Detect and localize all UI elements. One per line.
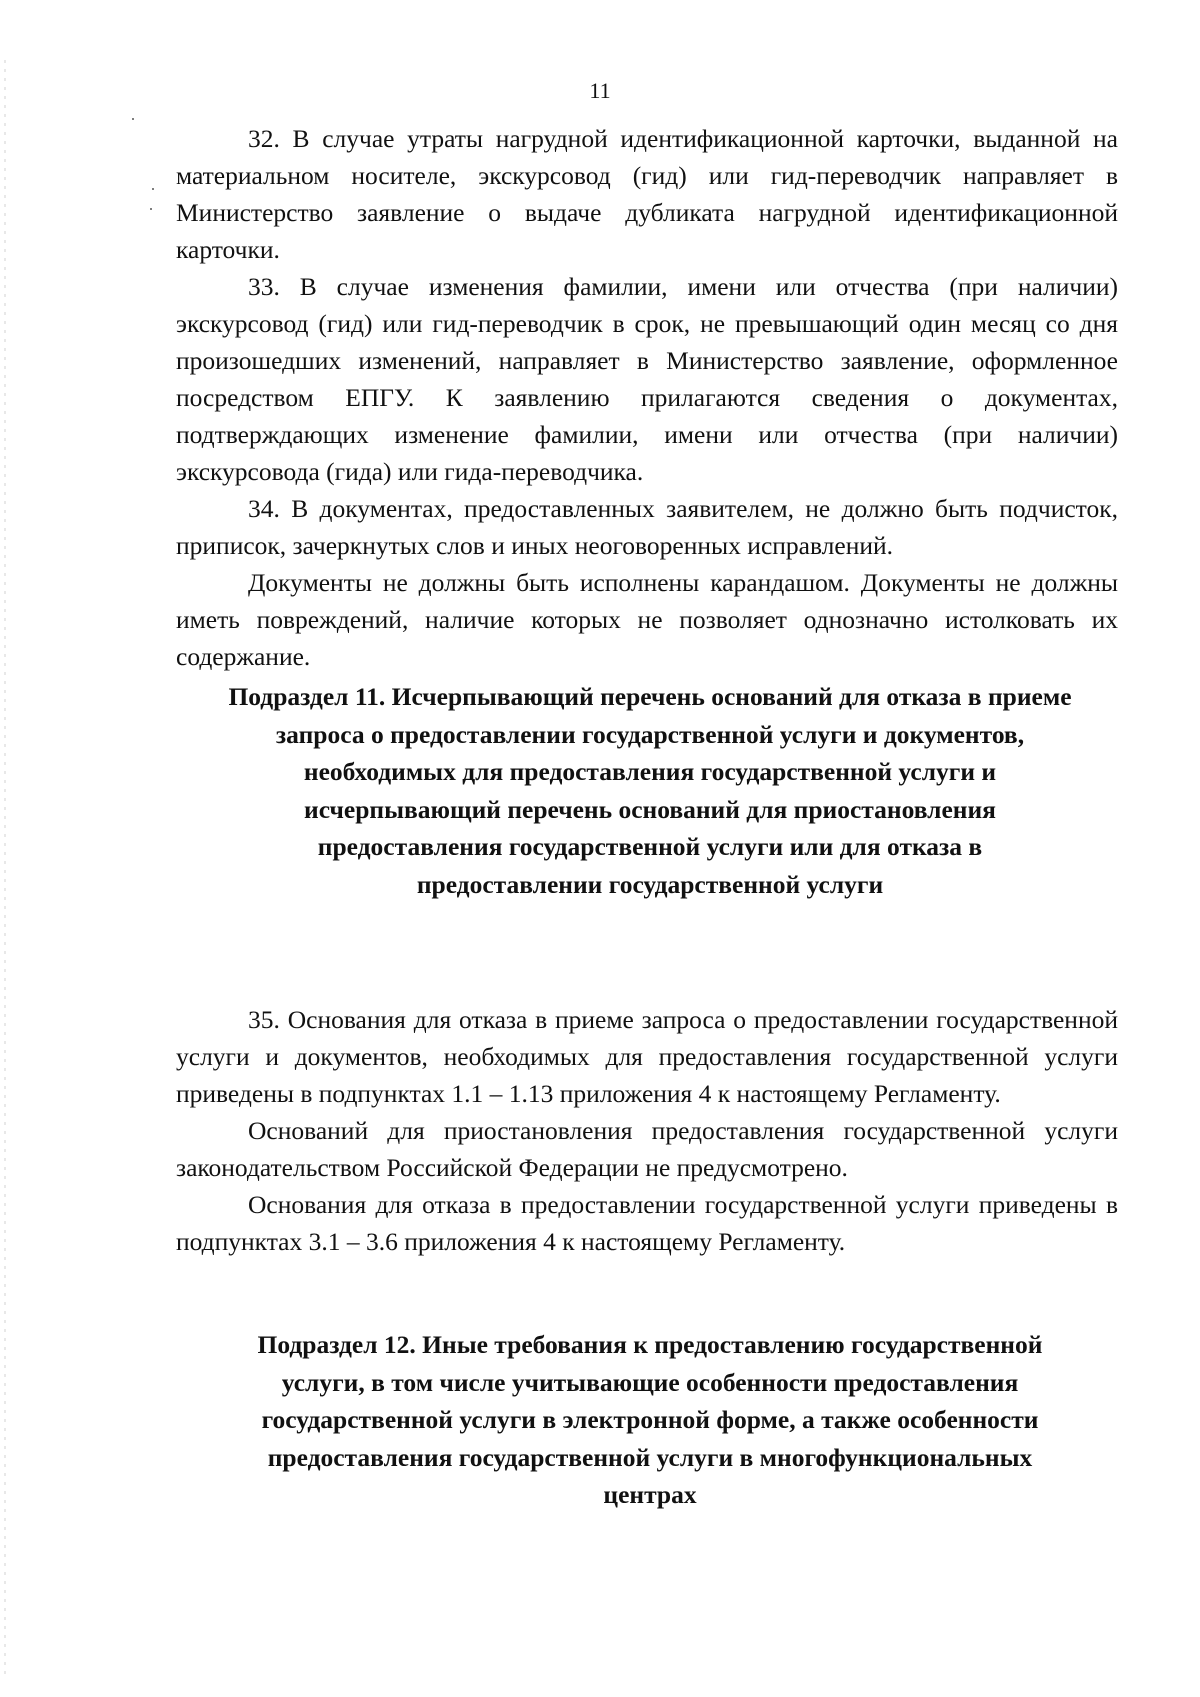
- paragraph-34: 34. В документах, предоставленных заявителем, не должно быть подчисток, приписок, зачеркнутых слов и иных неоговоренных исправлений.: [176, 494, 1118, 560]
- heading-line: исчерпывающий перечень оснований для приостановления: [304, 794, 996, 824]
- heading-line: центрах: [603, 1480, 697, 1509]
- heading-subsection-12: [170, 1326, 1130, 1514]
- heading-line: предоставлении государственной услуги: [416, 869, 884, 899]
- heading-line: Подраздел 12. Иные требования к предоставлению государственной: [257, 1330, 1043, 1359]
- scan-speck: [150, 208, 152, 210]
- heading-line: необходимых для предоставления государственной услуги и: [303, 757, 997, 786]
- heading-line: Подраздел 11. Исчерпывающий перечень оснований для отказа в приеме: [228, 682, 1072, 711]
- paragraph-35-suspension: Оснований для приостановления предоставления государственной услуги законодательством Российской Федерации не предусмотрено.: [176, 1116, 1118, 1182]
- heading-line: предоставления государственной услуги в многофункциональных: [267, 1442, 1033, 1472]
- heading-line: услуги, в том числе учитывающие особенности предоставления: [281, 1367, 1019, 1397]
- heading-subsection-11: [170, 678, 1130, 903]
- paragraph-34-continued: Документы не должны быть исполнены карандашом. Документы не должны иметь повреждений, наличие которых не позволяет однозначно истолковать их содержание.: [176, 568, 1118, 671]
- paragraph-33: 33. В случае изменения фамилии, имени или отчества (при наличии) экскурсовод (гид) или гид-переводчик в срок, не превышающий один месяц со дня произошедших изменений, направляет в Министерство заявление, оформленное посредством ЕПГУ. К заявлению прилагаются сведения о документах, подтверждающих изменение фамилии, имени или отчества (при наличии) экскурсовода (гида) или гида-переводчика.: [176, 272, 1118, 486]
- heading-line: государственной услуги в электронной форме, а также особенности: [261, 1405, 1039, 1434]
- scan-speck: [132, 118, 134, 120]
- paragraph-35: 35. Основания для отказа в приеме запроса о предоставлении государственной услуги и документов, необходимых для предоставления государственной услуги приведены в подпунктах 1.1 – 1.13 приложения 4 к настоящему Регламенту.: [176, 1005, 1118, 1108]
- paragraph-32: 32. В случае утраты нагрудной идентификационной карточки, выданной на материальном носителе, экскурсовод (гид) или гид-переводчик направляет в Министерство заявление о выдаче дубликата нагрудной идентификационной карточки.: [176, 124, 1118, 264]
- body-block-2: [176, 1001, 1118, 1260]
- scan-margin-artifact: [4, 60, 6, 1680]
- paragraph-35-refusal: Основания для отказа в предоставлении государственной услуги приведены в подпунктах 3.1 – 3.6 приложения 4 к настоящему Регламенту.: [176, 1190, 1118, 1256]
- page-number: 11: [589, 78, 611, 103]
- heading-line: предоставления государственной услуги или для отказа в: [317, 832, 983, 861]
- scan-speck: [152, 188, 154, 190]
- heading-line: запроса о предоставлении государственной услуги и документов,: [275, 719, 1025, 749]
- body-block-1: [176, 120, 1118, 675]
